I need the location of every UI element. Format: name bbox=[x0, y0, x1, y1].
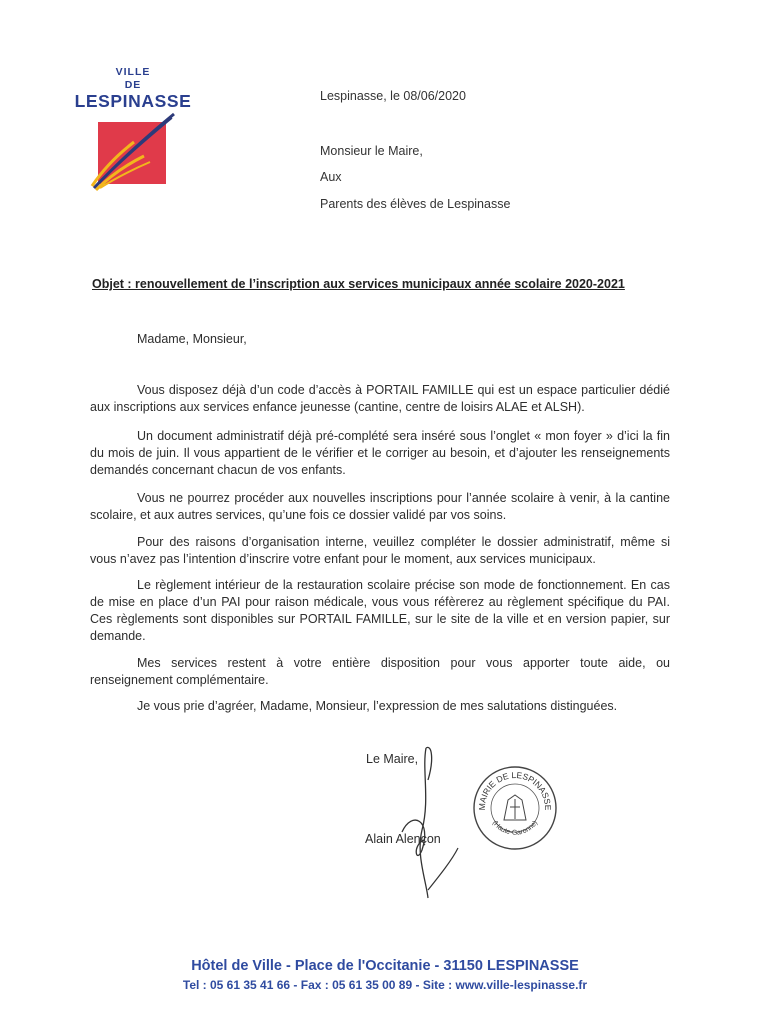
official-stamp bbox=[472, 765, 558, 851]
paragraph-portail: Vous disposez déjà d’un code d’accès à PORTAIL FAMILLE qui est un espace particulier dédié aux inscriptions aux services enfance jeunesse (cantine, centre de loisirs ALAE et ALSH). bbox=[90, 383, 670, 414]
signature-name: Alain Alençon bbox=[365, 832, 441, 846]
recipient-prefix: Aux bbox=[320, 170, 342, 184]
logo-text-ville: VILLE bbox=[115, 66, 151, 78]
city-logo-emblem bbox=[88, 112, 180, 192]
paragraph-reglement: Le règlement intérieur de la restauration scolaire précise son mode de fonctionnement. En cas de mise en place d’un PAI pour raison médicale, vous vous réfèrerez au règlement spécifique du PAI. Ces règlements sont disponibles sur PORTAIL FAMILLE, sur le site de la ville et en version papier, sur demande. bbox=[90, 578, 670, 643]
paragraph-closing: Je vous prie d’agréer, Madame, Monsieur, l’expression de mes salutations distinguées. bbox=[137, 699, 618, 713]
paragraph-organisation: Pour des raisons d’organisation interne, veuillez compléter le dossier administratif, même si vous n’avez pas l’intention d’inscrire votre enfant pour le moment, aux services municipaux. bbox=[90, 535, 670, 566]
paragraph-services: Mes services restent à votre entière disposition pour vous apporter toute aide, ou renseignement complémentaire. bbox=[90, 656, 670, 687]
svg-text:(Haute-Garonne): (Haute-Garonne) bbox=[490, 819, 540, 837]
paragraph-inscriptions: Vous ne pourrez procéder aux nouvelles inscriptions pour l’année scolaire à venir, à la cantine scolaire, et aux autres services, qu’une fois ce dossier validé par vos soins. bbox=[90, 491, 670, 522]
svg-text:MAIRIE DE LESPINASSE: MAIRIE DE LESPINASSE bbox=[476, 769, 554, 811]
sender: Monsieur le Maire, bbox=[320, 144, 423, 158]
footer-address: Hôtel de Ville - Place de l'Occitanie - 31150 LESPINASSE bbox=[191, 958, 579, 974]
logo-text-lespinasse: LESPINASSE bbox=[74, 91, 192, 111]
salutation: Madame, Monsieur, bbox=[137, 332, 247, 346]
recipients: Parents des élèves de Lespinasse bbox=[320, 197, 511, 211]
handwritten-signature bbox=[392, 740, 472, 900]
paragraph-document: Un document administratif déjà pré-complété sera inséré sous l’onglet « mon foyer » d’ici la fin du mois de juin. Il vous appartient de le vérifier et le corriger au besoin, et d’ajouter les renseignements demandés concernant chacun de vos enfants. bbox=[90, 429, 670, 477]
footer-contact: Tel : 05 61 35 41 66 - Fax : 05 61 35 00 89 - Site : www.ville-lespinasse.fr bbox=[182, 978, 588, 992]
place-date: Lespinasse, le 08/06/2020 bbox=[320, 89, 466, 103]
subject-line: Objet : renouvellement de l’inscription aux services municipaux année scolaire 2020-2021 bbox=[92, 277, 625, 291]
signature-title: Le Maire, bbox=[366, 752, 419, 766]
logo-text-de: DE bbox=[124, 79, 142, 91]
